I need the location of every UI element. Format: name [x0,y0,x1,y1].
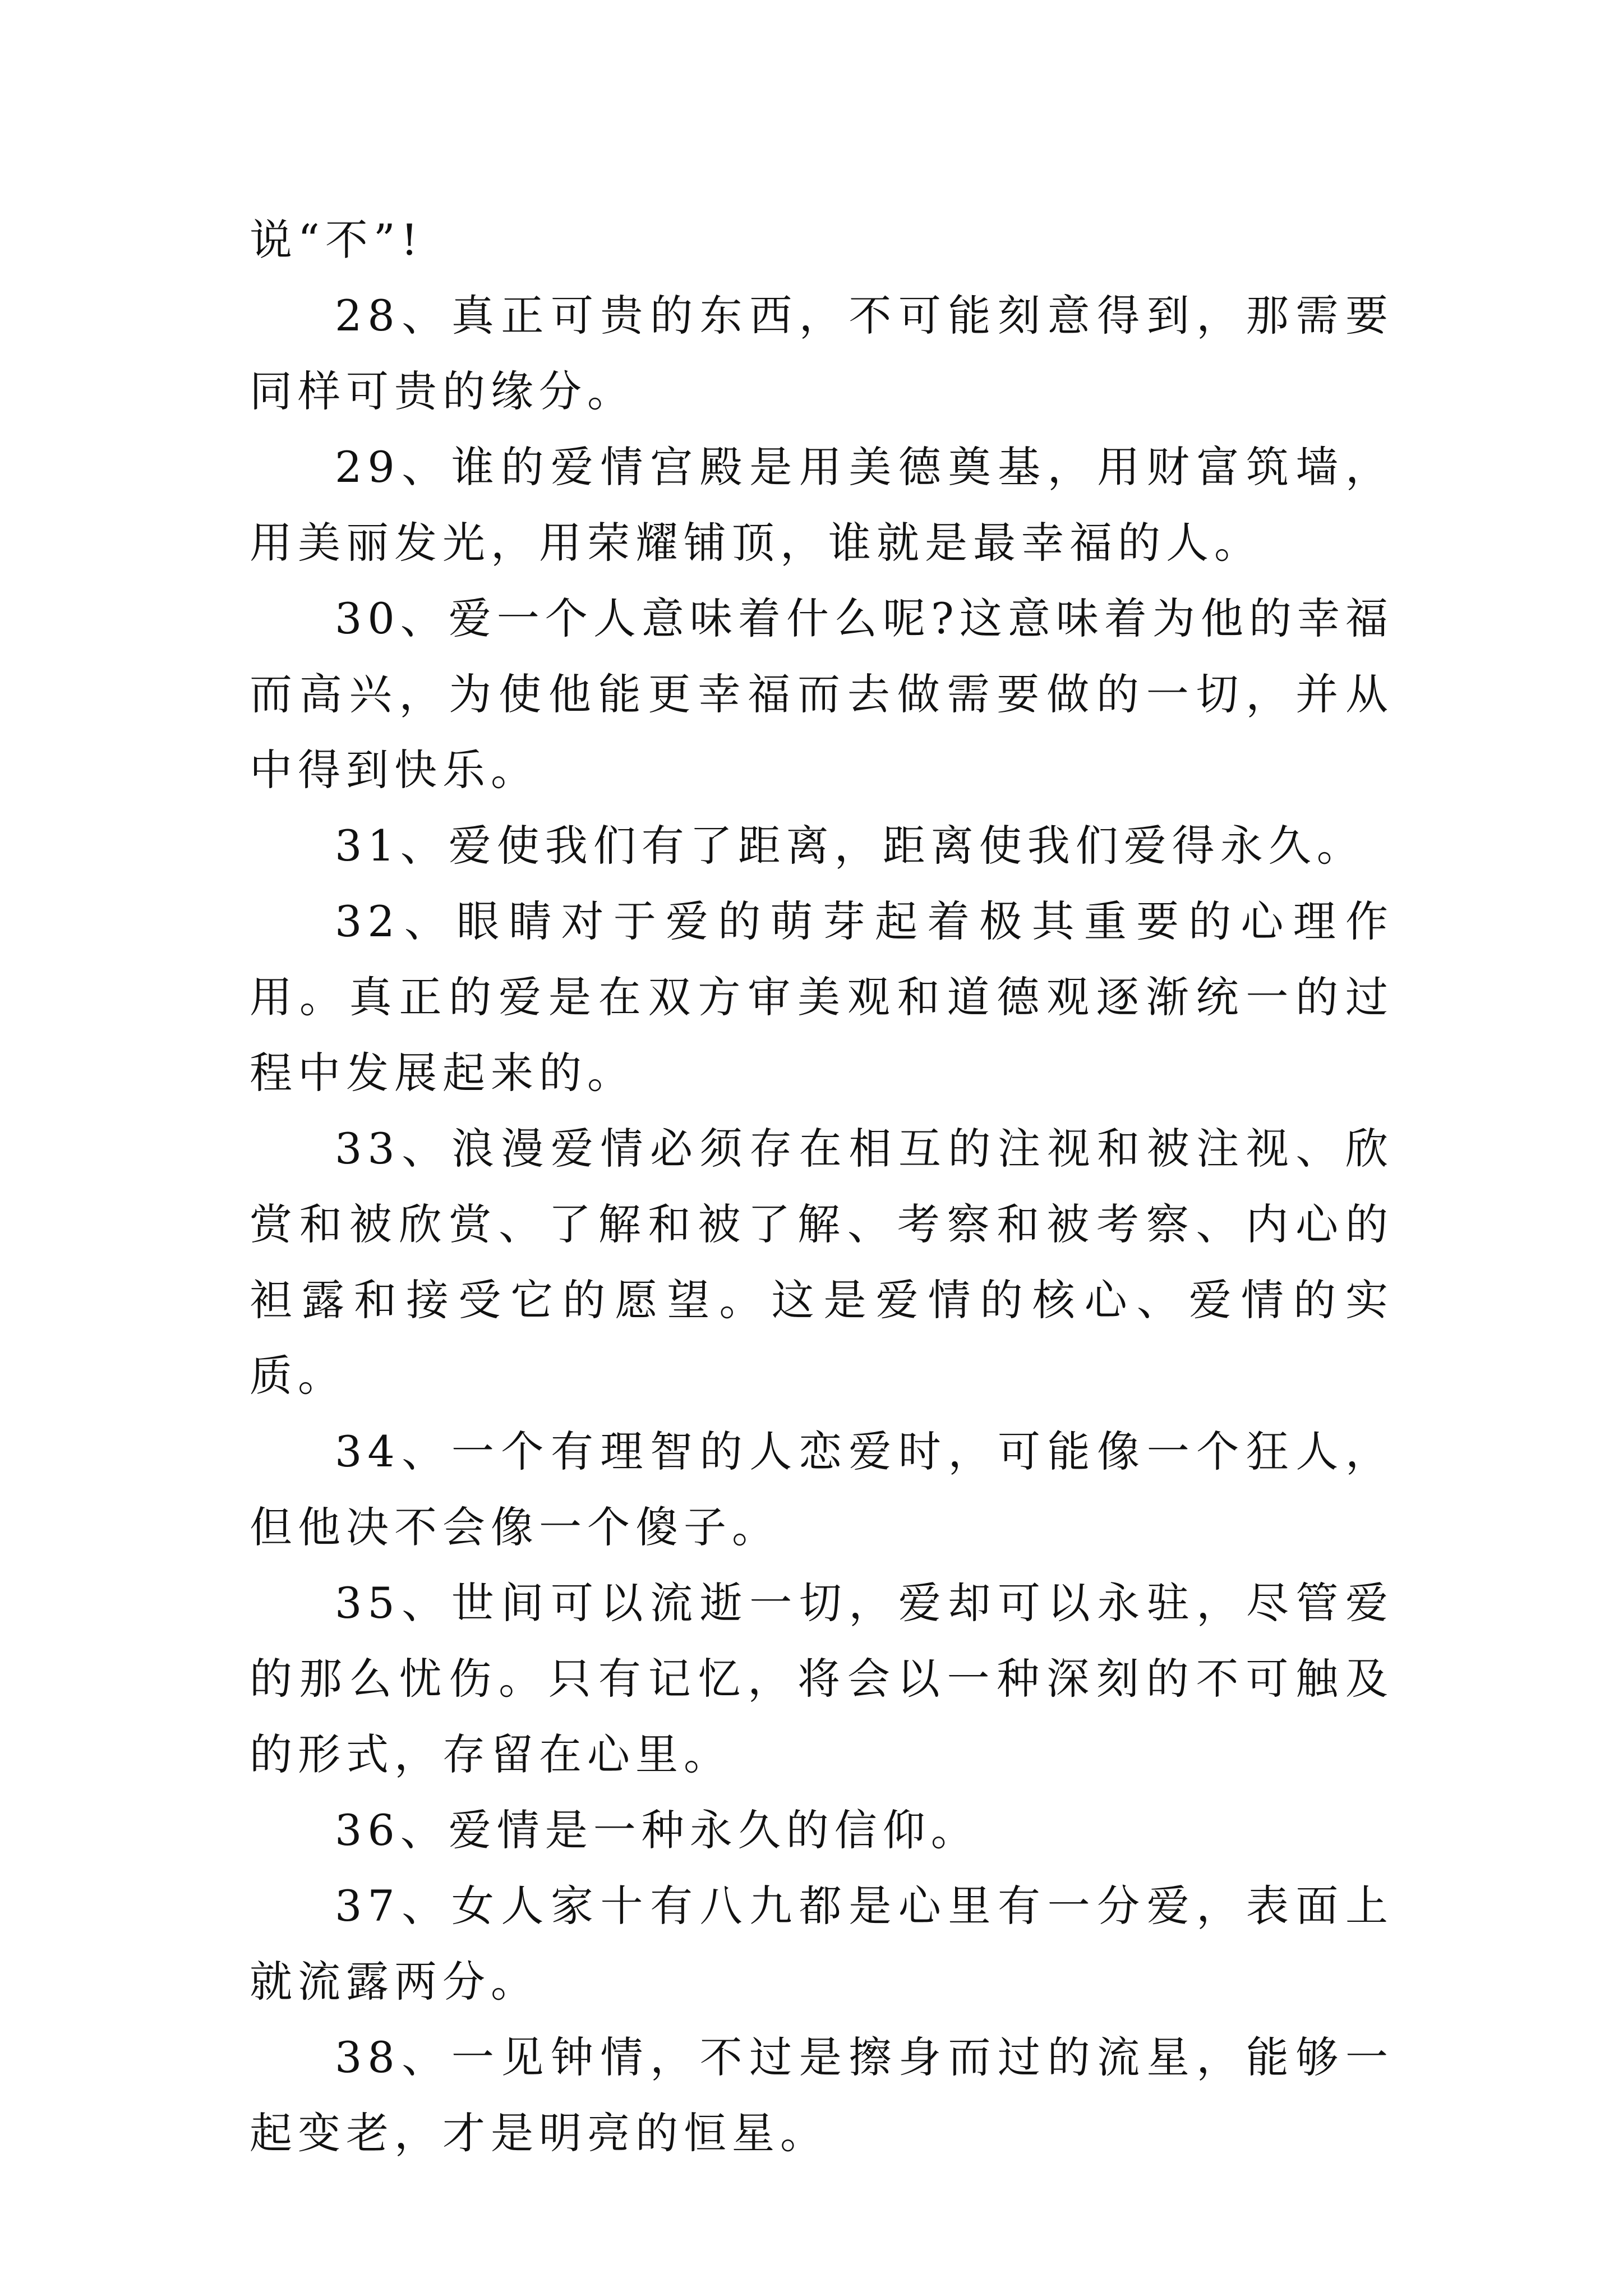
quote-35: 35、世间可以流逝一切，爱却可以永驻，尽管爱的那么忧伤。只有记忆，将会以一种深刻的不可触及的形式，存留在心里。 [250,1578,1394,1779]
quote-28: 28、真正可贵的东西，不可能刻意得到，那需要同样可贵的缘分。 [250,291,1394,416]
quote-37: 37、女人家十有八九都是心里有一分爱，表面上就流露两分。 [250,1881,1394,2007]
quote-38: 38、一见钟情，不过是擦身而过的流星，能够一起变老，才是明亮的恒星。 [250,2032,1394,2158]
quote-33: 33、浪漫爱情必须存在相互的注视和被注视、欣赏和被欣赏、了解和被了解、考察和被考察、内心的袒露和接受它的愿望。这是爱情的核心、爱情的实质。 [250,1124,1394,1401]
quote-36: 36、爱情是一种永久的信仰。 [335,1805,979,1855]
quote-31: 31、爱使我们有了距离，距离使我们爱得永久。 [335,821,1365,871]
quote-34: 34、一个有理智的人恋爱时，可能像一个狂人，但他决不会像一个傻子。 [250,1427,1394,1552]
quote-30: 30、爱一个人意味着什么呢?这意味着为他的幸福而高兴，为使他能更幸福而去做需要做的一切，并从中得到快乐。 [250,593,1394,795]
document-body [250,202,1394,2171]
quote-32: 32、眼睛对于爱的萌芽起着极其重要的心理作用。真正的爱是在双方审美观和道德观逐渐统一的过程中发展起来的。 [250,896,1394,1098]
quote-29: 29、谁的爱情宫殿是用美德奠基，用财富筑墙，用美丽发光，用荣耀铺顶，谁就是最幸福的人。 [250,442,1394,568]
paragraph-continuation: 说“不”! [250,215,424,265]
